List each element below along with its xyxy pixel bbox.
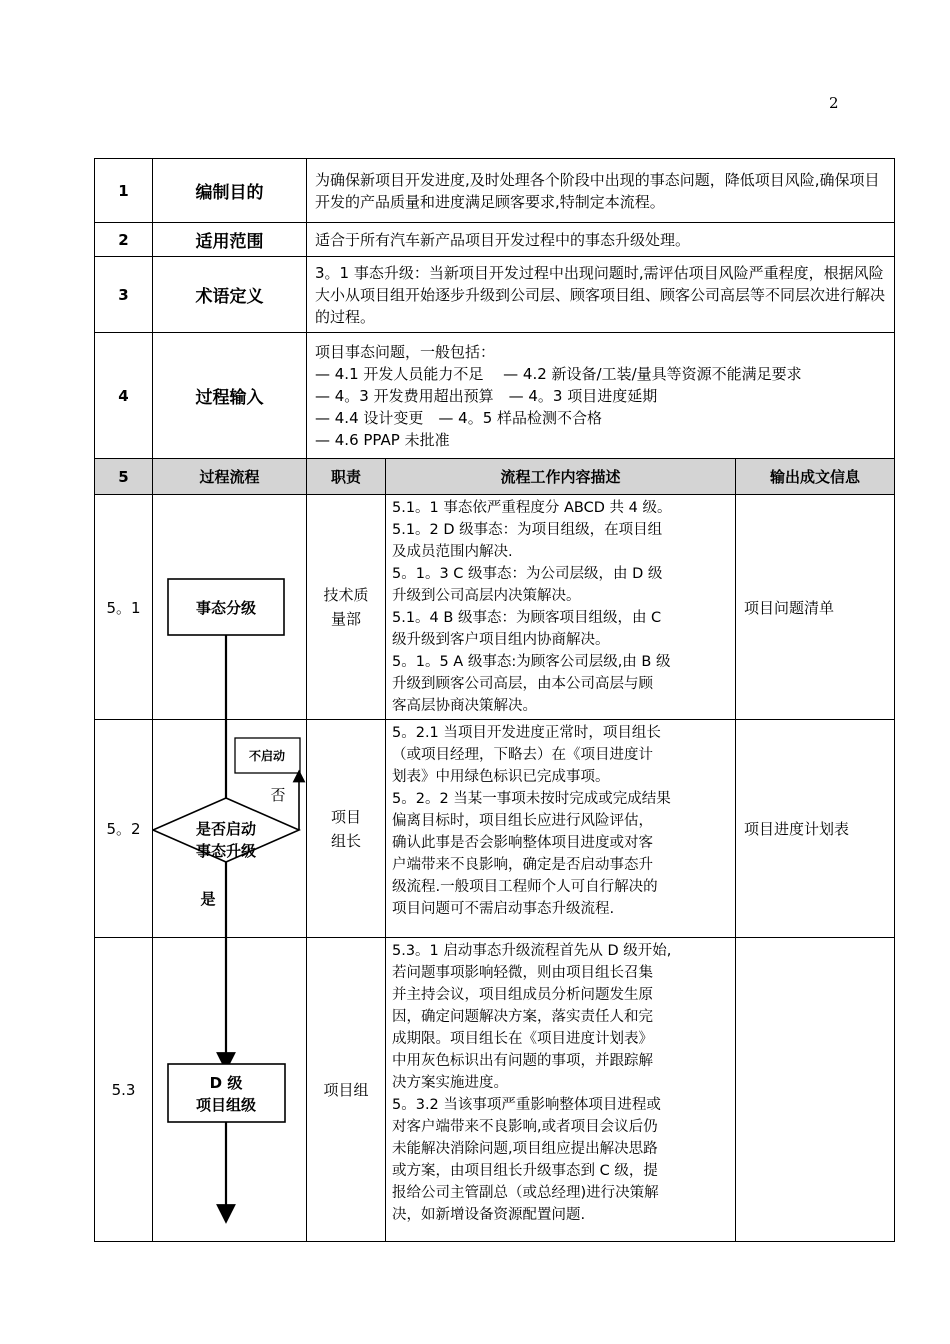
header-number: 5 xyxy=(95,459,153,495)
decision-label-1: 是否启动 xyxy=(195,820,257,838)
row-title: 过程输入 xyxy=(153,333,307,459)
input-line: — 4.1 开发人员能力不足 — 4.2 新设备/工装/量具等资源不能满足要求 xyxy=(315,364,802,383)
row-title: 适用范围 xyxy=(153,223,307,257)
step-row-5-3 xyxy=(95,938,895,1242)
flow-diagram-5-1 xyxy=(153,495,307,719)
input-line: — 4.4 设计变更 — 4。5 样品检测不合格 xyxy=(315,408,603,427)
step-description: 5。2.1 当项目开发进度正常时，项目组长 （或项目经理，下略去）在《项目进度计 划表》中用绿色标识已完成事项。 5。2。2 当某一事项未按时完成或完成结果 偏离目标时，项目组长应进行风险评估， 确认此事是否会影响整体项目进度或对客 户端带来不良影响，确定是否启动事态升 级流程.一般项目工程师个人可自行解决的 项目问题可不需启动事态升级流程. xyxy=(386,720,736,938)
process-header-row xyxy=(95,459,895,495)
row-text: 为确保新项目开发进度,及时处理各个阶段中出现的事态问题，降低项目风险,确保项目开发的产品质量和进度满足顾客要求,特制定本流程。 xyxy=(307,159,895,223)
step-output: 项目问题清单 xyxy=(736,495,895,720)
row-text xyxy=(307,333,895,459)
decision-label-2: 事态升级 xyxy=(195,842,257,860)
step-role: 项目 组长 xyxy=(307,720,386,938)
step-row-5-1 xyxy=(95,495,895,720)
header-role: 职责 xyxy=(307,459,386,495)
step-row-5-2 xyxy=(95,720,895,938)
row-number: 1 xyxy=(95,159,153,223)
step-number: 5.3 xyxy=(95,938,153,1242)
not-start-label: 不启动 xyxy=(248,749,286,763)
row-text: 3。1 事态升级：当新项目开发过程中出现问题时,需评估项目风险严重程度，根据风险大小从项目组开始逐步升级到公司层、顾客项目组、顾客公司高层等不同层次进行解决的过程。 xyxy=(307,257,895,333)
header-description: 流程工作内容描述 xyxy=(386,459,736,495)
step-output xyxy=(736,938,895,1242)
d-level-label-2: 项目组级 xyxy=(195,1096,257,1114)
yes-label: 是 xyxy=(200,890,216,908)
step-role: 项目组 xyxy=(307,938,386,1242)
header-output: 输出成文信息 xyxy=(736,459,895,495)
row-scope xyxy=(95,223,895,257)
input-line: — 4。3 开发费用超出预算 — 4。3 项目进度延期 xyxy=(315,386,658,405)
flow-cell-5-2 xyxy=(153,720,307,938)
step-role: 技术质 量部 xyxy=(307,495,386,720)
row-text: 适合于所有汽车新产品项目开发过程中的事态升级处理。 xyxy=(307,223,895,257)
step-description: 5.1。1 事态依严重程度分 ABCD 共 4 级。 5.1。2 D 级事态：为项目组级，在项目组 及成员范围内解决. 5。1。3 C 级事态：为公司层级，由 D 级 升级到公司高层内决策解决。 5.1。4 B 级事态：为顾客项目组级，由 C 级升级到客户项目组内协商解决。 5。1。5 A 级事态:为顾客公司层级,由 B 级 升级到顾客公司高层，由本公司高层与顾 客高层协商决策解决。 xyxy=(386,495,736,720)
flow-cell-5-1 xyxy=(153,495,307,720)
step-box-label: 事态分级 xyxy=(195,599,257,617)
d-level-label-1: D 级 xyxy=(209,1074,243,1092)
flow-diagram-5-2 xyxy=(153,720,307,938)
header-flow: 过程流程 xyxy=(153,459,307,495)
row-title: 术语定义 xyxy=(153,257,307,333)
process-table xyxy=(94,158,895,1242)
row-number: 4 xyxy=(95,333,153,459)
row-definitions xyxy=(95,257,895,333)
step-number: 5。1 xyxy=(95,495,153,720)
step-description: 5.3。1 启动事态升级流程首先从 D 级开始, 若问题事项影响轻微，则由项目组长召集 并主持会议，项目组成员分析问题发生原 因，确定问题解决方案，落实责任人和完 成期限。项目组长在《项目进度计划表》 中用灰色标识出有问题的事项，并跟踪解 决方案实施进度。 5。3.2 当该事项严重影响整体项目进程或 对客户端带来不良影响,或者项目会议后仍 未能解决消除问题,项目组应提出解决思路 或方案，由项目组长升级事态到 C 级，提 报给公司主管副总（或总经理)进行决策解 决，如新增设备资源配置问题. xyxy=(386,938,736,1242)
input-line: 项目事态问题，一般包括： xyxy=(315,342,496,361)
row-inputs xyxy=(95,333,895,459)
step-number: 5。2 xyxy=(95,720,153,938)
row-title: 编制目的 xyxy=(153,159,307,223)
row-purpose xyxy=(95,159,895,223)
input-line: — 4.6 PPAP 未批准 xyxy=(315,430,450,449)
step-output: 项目进度计划表 xyxy=(736,720,895,938)
row-number: 3 xyxy=(95,257,153,333)
flow-diagram-5-3 xyxy=(153,938,307,1242)
page-number: 2 xyxy=(829,94,839,112)
row-number: 2 xyxy=(95,223,153,257)
no-label: 否 xyxy=(270,786,286,804)
flow-cell-5-3 xyxy=(153,938,307,1242)
